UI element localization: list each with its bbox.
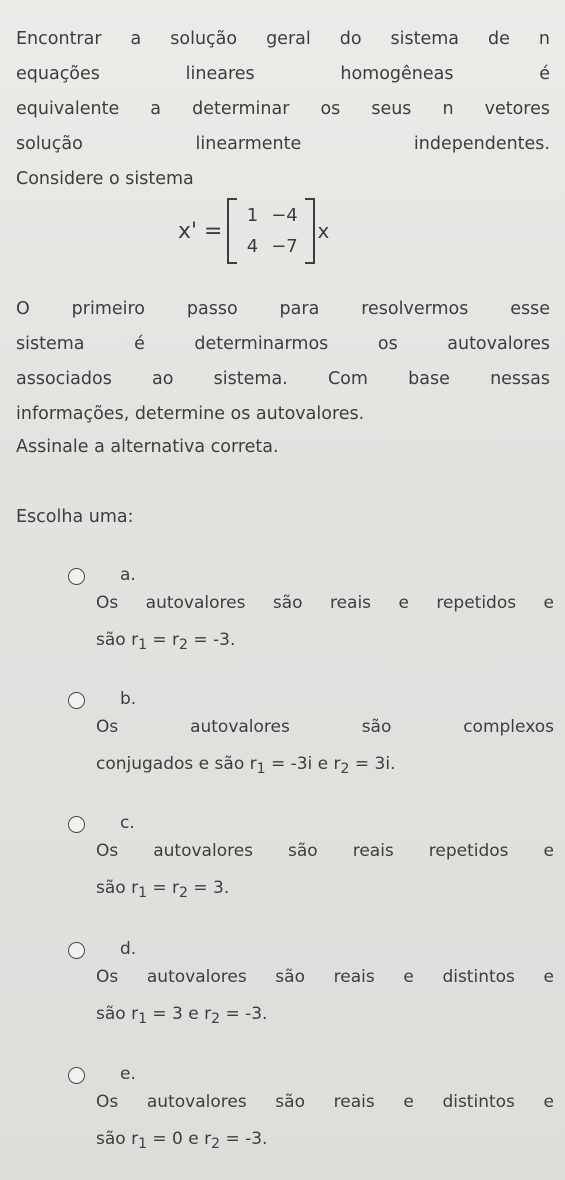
option-line-2: são $r_1 = r_2 = 3$. xyxy=(96,878,230,901)
matrix-left-bracket xyxy=(227,198,237,264)
question-body xyxy=(16,292,550,432)
option-line: Os autovalores são reais e distintos e xyxy=(96,967,554,987)
considere-text: Considere o sistema xyxy=(16,169,194,189)
option-text xyxy=(96,833,554,908)
intro-line: solução linearmente independentes. xyxy=(16,134,550,154)
option-letter: a. xyxy=(120,565,136,585)
option-text xyxy=(96,585,554,660)
option-line-2: são $r_1 = 0$ e $r_2 = -3$. xyxy=(96,1129,268,1152)
escolha-label: Escolha uma: xyxy=(16,507,134,527)
radio-option-a[interactable] xyxy=(68,568,85,585)
intro-line: equações lineares homogêneas é xyxy=(16,64,550,84)
option-line-2: são $r_1 = 3$ e $r_2 = -3$. xyxy=(96,1004,268,1027)
option-line: Os autovalores são reais repetidos e xyxy=(96,841,554,861)
body-line: O primeiro passo para resolvermos esse xyxy=(16,299,550,319)
radio-option-e[interactable] xyxy=(68,1067,85,1084)
option-text xyxy=(96,959,554,1034)
matrix-cell: −4 xyxy=(271,205,298,226)
option-letter: b. xyxy=(120,689,137,709)
radio-option-d[interactable] xyxy=(68,942,85,959)
matrix-lhs: x' = xyxy=(178,218,223,244)
radio-option-b[interactable] xyxy=(68,692,85,709)
option-line: Os autovalores são complexos xyxy=(96,717,554,737)
body-line: sistema é determinarmos os autovalores xyxy=(16,334,550,354)
option-letter: c. xyxy=(120,813,135,833)
matrix-rhs: x xyxy=(317,219,330,243)
option-line-2: conjugados e são $r_1 = -3i$ e $r_2 = 3i$. xyxy=(96,754,396,777)
option-line: Os autovalores são reais e distintos e xyxy=(96,1092,554,1112)
matrix-cell: −7 xyxy=(271,236,298,257)
matrix-cell: 4 xyxy=(246,236,259,257)
option-text xyxy=(96,709,554,784)
body-line: associados ao sistema. Com base nessas xyxy=(16,369,550,389)
radio-option-c[interactable] xyxy=(68,816,85,833)
intro-line: Encontrar a solução geral do sistema de n xyxy=(16,29,550,49)
matrix-right-bracket xyxy=(305,198,315,264)
intro-line: equivalente a determinar os seus n vetores xyxy=(16,99,550,119)
matrix-cell: 1 xyxy=(246,205,259,226)
option-letter: e. xyxy=(120,1064,136,1084)
matrix-equation xyxy=(178,196,329,266)
assinale-instruction: Assinale a alternativa correta. xyxy=(16,437,279,457)
matrix-grid xyxy=(239,200,303,262)
option-text xyxy=(96,1084,554,1159)
option-letter: d. xyxy=(120,939,137,959)
body-line: informações, determine os autovalores. xyxy=(16,404,365,424)
question-intro xyxy=(16,22,550,197)
option-line: Os autovalores são reais e repetidos e xyxy=(96,593,554,613)
option-line-2: são $r_1 = r_2 = -3$. xyxy=(96,630,236,653)
